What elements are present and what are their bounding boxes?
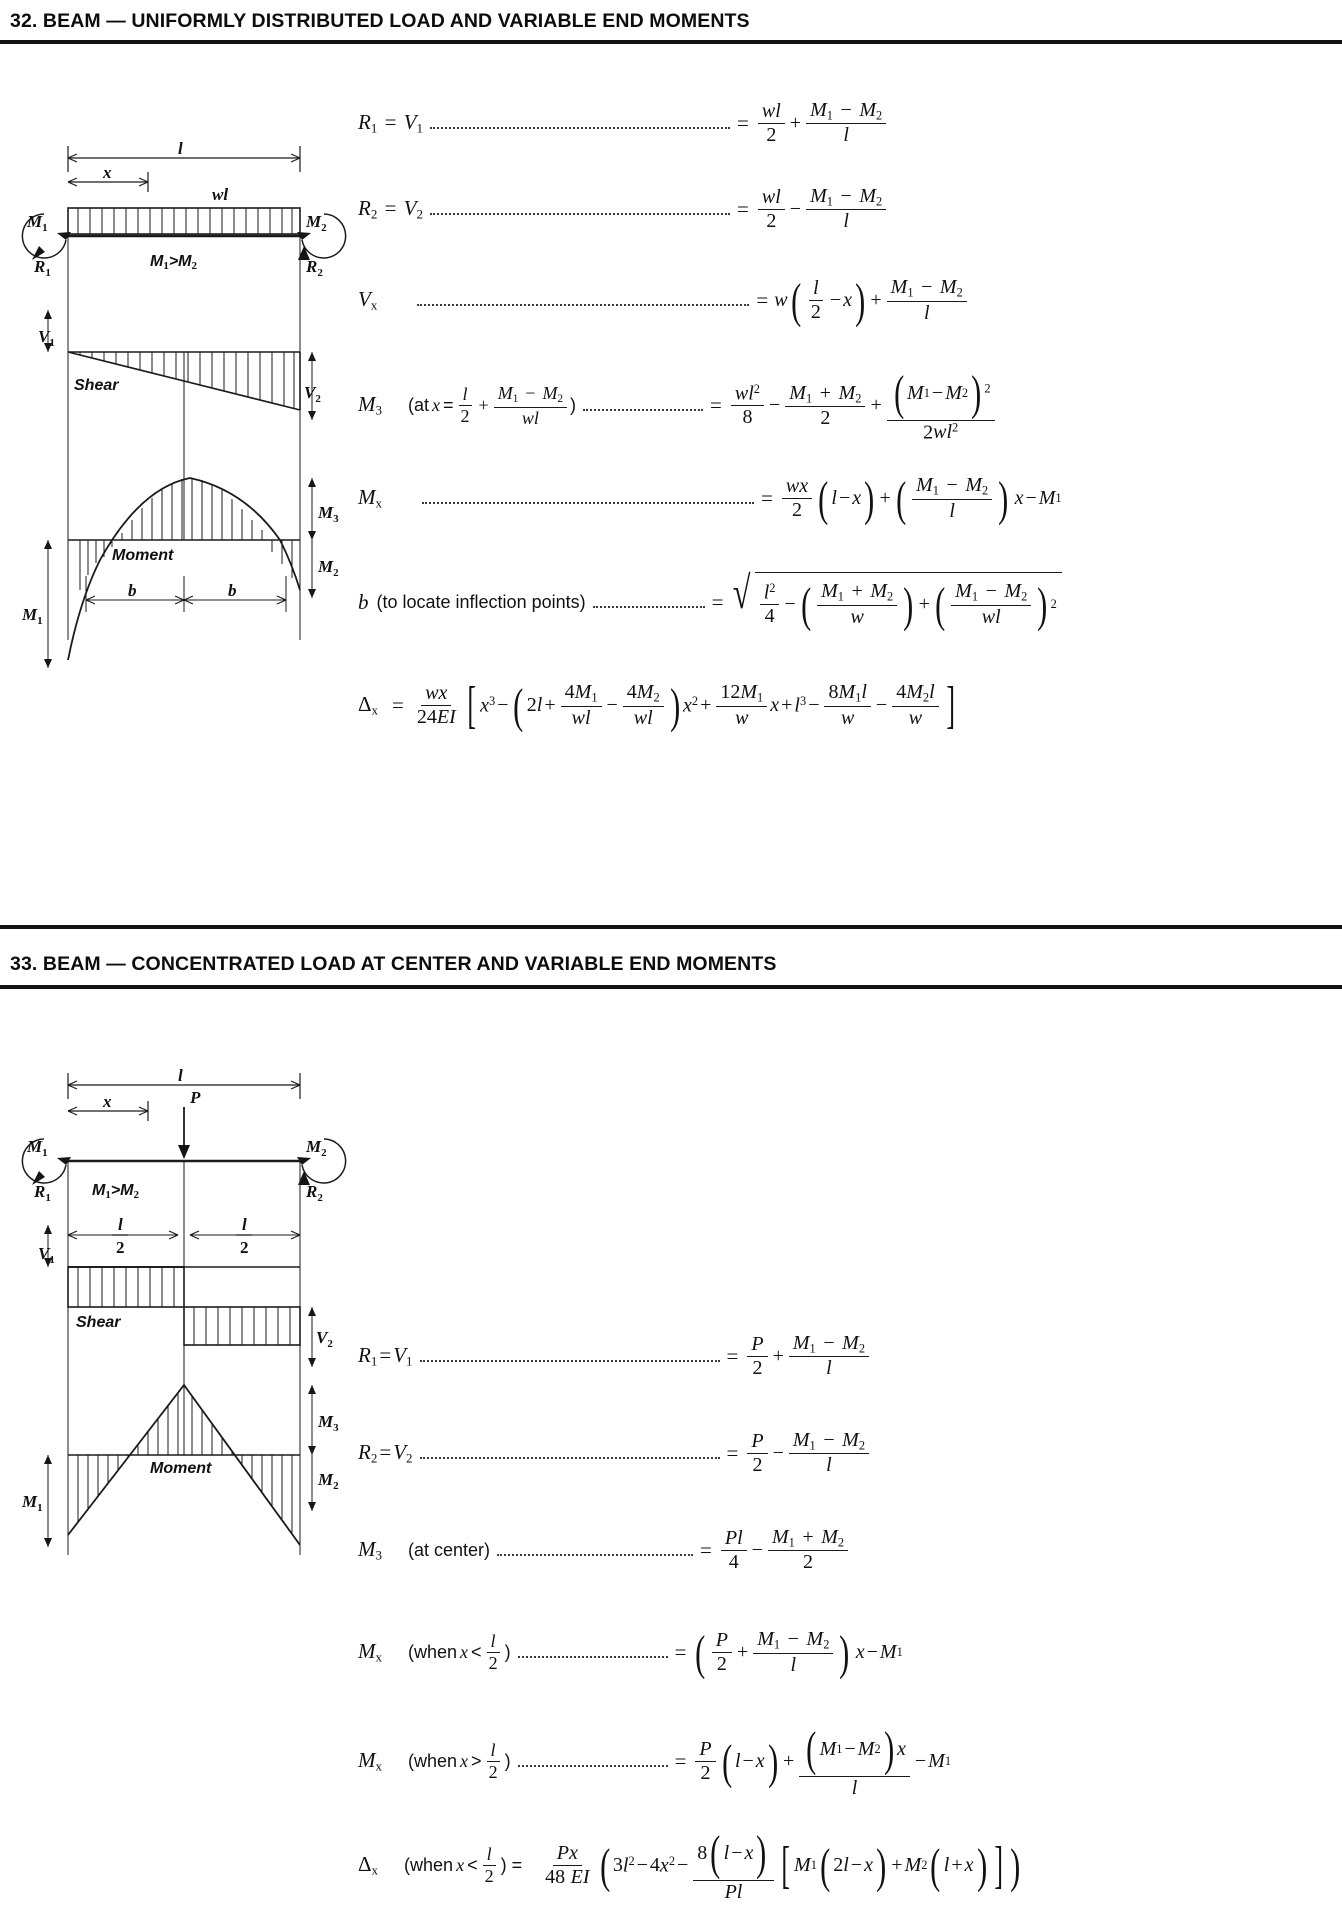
end-moment-label-M2-33: $M_2$	[318, 1470, 339, 1492]
max-moment-label-M3-33: $M_3$	[318, 1412, 339, 1434]
shear-label-V1-33: $V_1$	[38, 1244, 55, 1266]
formula-33-M3: $M_3$ (at center) = $\frac{Pl}{4}$ − $\frac{M_1 + M_2}{2}$	[358, 1527, 851, 1573]
svg-text:2: 2	[240, 1238, 249, 1257]
shear-label-V2-33: $V_2$	[316, 1328, 333, 1350]
formula-33-R2: $R_2=V_2$ = $\frac{P}{2}$ − $\frac{M_1 - M_2}{l}$	[358, 1430, 872, 1476]
x-label-32: x	[103, 163, 112, 182]
svg-text:2: 2	[116, 1238, 125, 1257]
formula-33-Mx-right: $M_x$ (when x > $\frac{l}{2}$ ) = $\frac{P}{2}$ ( l − x ) + ( M 1 − M 2 ) x l − M 1	[358, 1721, 952, 1799]
moment-label-M1-33: $M_1$	[27, 1137, 48, 1159]
shear-label-V2-32: $V_2$	[304, 383, 321, 405]
section-32-divider	[0, 40, 1342, 44]
reaction-label-R1-33: $R_1$	[34, 1182, 51, 1204]
end-moment-label-M2-32: $M_2$	[318, 557, 339, 579]
reaction-label-R2-33: $R_2$	[306, 1182, 323, 1204]
moment-label-M2-33: $M_2$	[306, 1137, 327, 1159]
span-label-33: l	[178, 1066, 183, 1085]
b-label-right-32: b	[228, 581, 237, 600]
section-33-divider-bottom	[0, 985, 1342, 989]
moment-label-M1-32: $M_1$	[27, 212, 48, 234]
load-label-32: wl	[212, 185, 229, 204]
formula-33-R1: $R_1=V_1$ = $\frac{P}{2}$ + $\frac{M_1 - M_2}{l}$	[358, 1333, 872, 1379]
section-33-title: 33. BEAM — CONCENTRATED LOAD AT CENTER AND VARIABLE END MOMENTS	[10, 953, 777, 975]
moment-diagram-label-33: Moment	[150, 1460, 212, 1477]
x-label-33: x	[103, 1092, 112, 1111]
half-span-right-33	[236, 1215, 252, 1257]
section-33-divider-top	[0, 925, 1342, 929]
moment-diagram-label-32: Moment	[112, 547, 174, 564]
end-moment-label-M1-33: $M_1$	[22, 1492, 43, 1514]
beam-diagram-32	[0, 120, 350, 760]
b-label-left-32: b	[128, 581, 137, 600]
svg-text:l: l	[118, 1215, 123, 1234]
load-label-P-33: P	[190, 1088, 201, 1107]
reaction-label-R1-32: $R_1$	[34, 257, 51, 279]
formula-33-Mx-left: $M_x$ (when x < $\frac{l}{2}$ ) = ( $\frac{P}{2}$ + $\frac{M_1 - M_2}{l}$ ) x − M 1	[358, 1625, 903, 1680]
formula-32-Mx: $M_x$ = $\frac{wx}{2}$ ( l − x ) + ( $\frac{M_1 - M_2}{l}$ ) x − M 1	[358, 471, 1062, 526]
shear-diagram-label-32: Shear	[74, 377, 119, 394]
max-moment-label-M3-32: $M_3$	[318, 503, 339, 525]
beam-diagram-33	[0, 1055, 350, 1675]
shear-label-V1-32: $V_1$	[38, 327, 55, 349]
svg-text:l: l	[242, 1215, 247, 1234]
reaction-label-R2-32: $R_2$	[306, 257, 323, 279]
moment-label-M2-32: $M_2$	[306, 212, 327, 234]
section-32-title: 32. BEAM — UNIFORMLY DISTRIBUTED LOAD AND VARIABLE END MOMENTS	[10, 10, 750, 32]
formula-32-R2: $R_2 = V_2$ = $\frac{wl}{2}$ − $\frac{M_1 - M_2}{l}$	[358, 186, 889, 232]
formula-32-M3: $M_3$ (at x = $\frac{l}{2}$ + $\frac{M_1 - M_2}{wl}$ ) = $\frac{wl^2}{8}$ − $\frac{M_1 + M_2}{2}$ + ( M 1 − M 2 ) $^2$ $2wl^2$	[358, 368, 998, 443]
formula-33-deflection: $\Delta_x$ (when x < $\frac{l}{2}$ ) = $\frac{Px}{48 EI}$ ( 3 $l^2$ − 4 $x^2$ − 8 ( l − x ) Pl [ M 1 ( 2 l − x ) + M 2 ( l + x ) ] )	[358, 1825, 1021, 1903]
formula-32-deflection: $\Delta_x$ = $\frac{wx}{24EI}$ [ $x^3$ − ( 2 l + $\frac{4M_1}{wl}$ − $\frac{4M_2}{wl}$ ) $x^2$ + $\frac{12M_1}{w}$ x + $l^3$ − $\frac{8M_1l}{w}$ − $\frac{4M_2l}{w}$ ]	[358, 677, 955, 734]
shear-diagram-label-33: Shear	[76, 1314, 121, 1331]
formula-32-b: b (to locate inflection points) = √ $\frac{l^2}{4}$ − ( $\frac{M_1 + M_2}{w}$ ) + ( $\frac{M_1 - M_2}{wl}$ ) 2	[358, 572, 1062, 633]
moment-condition-32: M1>M2	[150, 253, 197, 272]
moment-condition-33: M1>M2	[92, 1182, 139, 1201]
half-span-left-33	[112, 1215, 128, 1257]
end-moment-label-M1-32: $M_1$	[22, 605, 43, 627]
formula-32-Vx: $V_x$ = w ( $\frac{l}{2}$ − x ) + $\frac{M_1 - M_2}{l}$	[358, 272, 970, 329]
formula-32-R1: $R_1 = V_1$ = $\frac{wl}{2}$ + $\frac{M_1 - M_2}{l}$	[358, 100, 889, 146]
span-label-32: l	[178, 139, 183, 158]
